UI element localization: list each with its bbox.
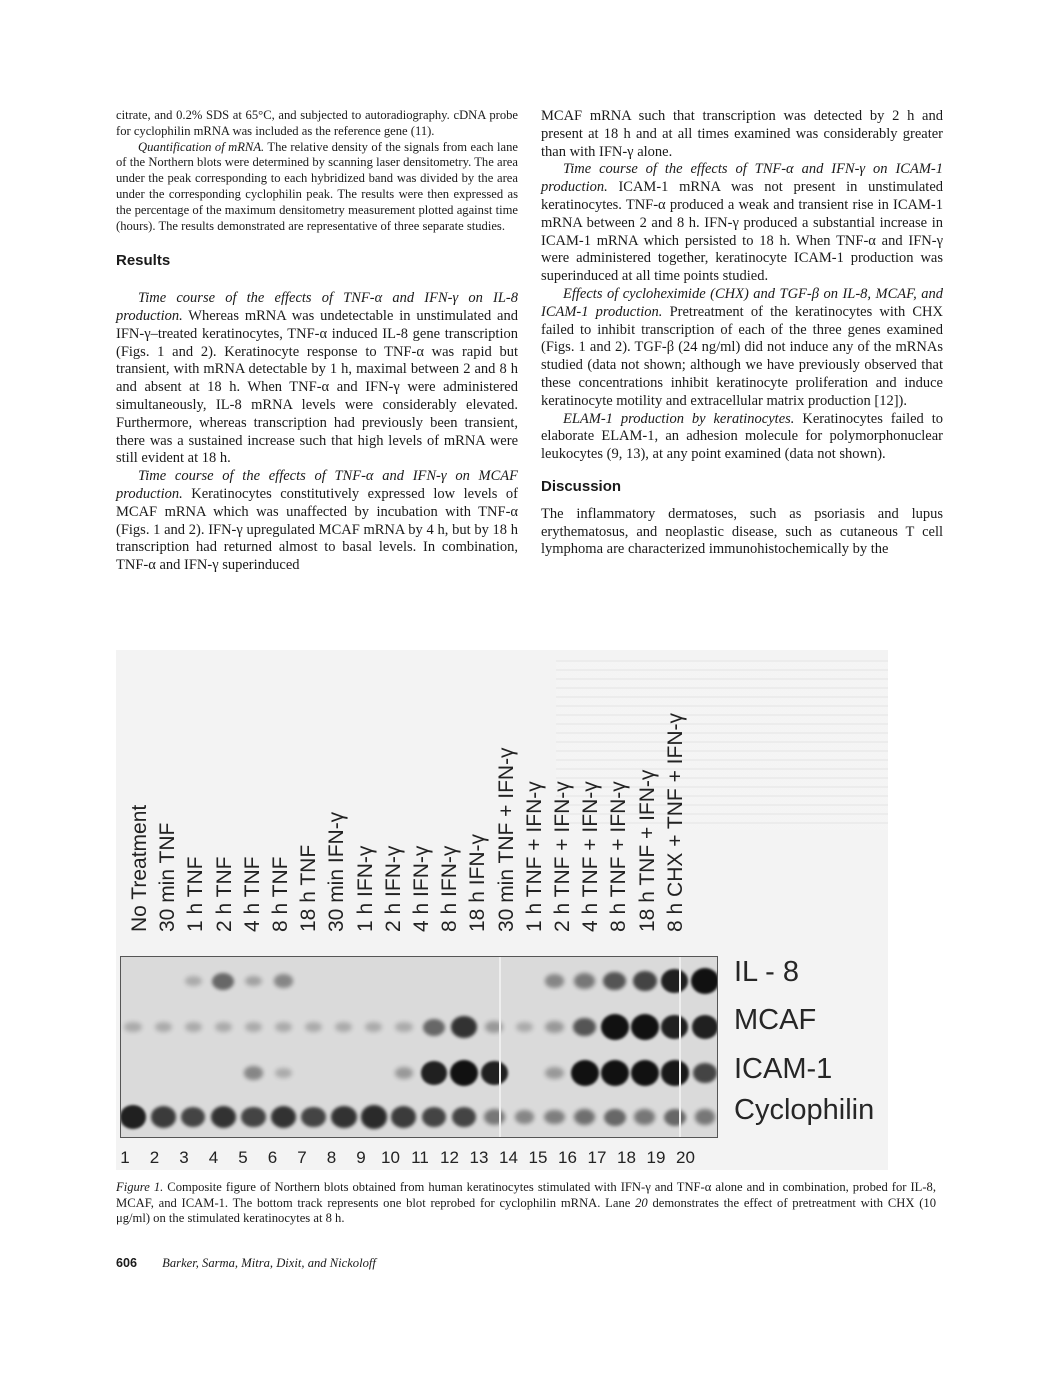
lane-label: 8 h CHX + TNF + IFN-γ: [663, 713, 687, 932]
gene-label: IL - 8: [734, 956, 800, 988]
lane-label: 8 h IFN-γ: [438, 845, 462, 932]
lane-number: 14: [499, 1148, 518, 1167]
caption-label: Figure 1.: [116, 1180, 164, 1194]
blot-band: [631, 1014, 659, 1040]
blot-band: [124, 1022, 141, 1032]
lane-label: 4 h TNF + IFN-γ: [579, 781, 603, 932]
northern-blot-figure: [116, 650, 888, 1170]
blot-divider: [679, 957, 681, 1137]
blot-band: [450, 1060, 478, 1086]
lane-label: 18 h TNF + IFN-γ: [635, 769, 659, 932]
mcaf-text: Keratinocytes constitutively expressed low levels of MCAF mRNA which was unaffected by incubation with TNF-α (Figs. 1 and 2). IFN-γ upregulated MCAF mRNA by 4 h, but by 18 h transcription had returned almost to basal levels. In combination, TNF-α and IFN-γ superinduced: [116, 485, 518, 574]
blot-band: [423, 1019, 445, 1036]
lane-number: 13: [469, 1148, 489, 1167]
methods-section: [116, 108, 518, 234]
blot-band: [244, 1066, 264, 1079]
results-heading: Results: [116, 252, 171, 270]
page-number: 606: [116, 1256, 138, 1270]
footer-authors: Barker, Sarma, Mitra, Dixit, and Nickoloff: [162, 1256, 376, 1270]
lane-label: 2 h IFN-γ: [381, 845, 405, 932]
left-column: [116, 108, 518, 575]
blot-band: [604, 1109, 626, 1126]
blot-band: [185, 1022, 202, 1032]
lane-label: 8 h TNF: [269, 856, 292, 932]
mcaf-paragraph: [116, 468, 518, 575]
blot-band: [574, 1109, 595, 1125]
blot-band: [275, 1068, 292, 1078]
lane-label: 2 h TNF + IFN-γ: [551, 781, 574, 932]
lane-number: 2: [149, 1148, 160, 1167]
blot-band: [274, 974, 294, 987]
chx-title: Effects of cycloheximide (CHX) and TGF-β on IL-8, MCAF, and ICAM-1 production.: [541, 285, 943, 320]
page-footer: [116, 1256, 376, 1271]
blot-track: [121, 1097, 717, 1137]
lane-number: 16: [558, 1148, 577, 1167]
blot-band: [515, 1110, 535, 1123]
blot-band: [421, 1061, 448, 1085]
figure-caption: [116, 1180, 936, 1227]
blot-band: [395, 1022, 412, 1032]
blot-band: [545, 974, 565, 987]
blot-band: [695, 1109, 716, 1124]
lane-number: 20: [676, 1148, 695, 1167]
blot-band: [574, 973, 595, 988]
blot-band: [601, 1014, 629, 1040]
icam-paragraph: [541, 161, 943, 286]
gene-label: MCAF: [734, 1004, 817, 1036]
lane-label: 2 h TNF: [212, 856, 236, 932]
lane-label: 1 h TNF: [184, 856, 208, 932]
lane-number: 15: [528, 1148, 548, 1167]
blot-band: [633, 971, 657, 992]
lane-number: 19: [646, 1148, 666, 1167]
blot-band: [545, 1021, 563, 1033]
blot-band: [631, 1060, 659, 1086]
blot-band: [603, 972, 626, 991]
lane-number: 17: [587, 1148, 607, 1167]
blot-band: [516, 1022, 533, 1032]
lane-label: 8 h TNF + IFN-γ: [607, 781, 631, 932]
caption-text-1: Composite figure of Northern blots obtained from human keratinocytes stimulated with IFN-γ and TNF-α alone and in combination, probed for IL-8, MCAF, and ICAM-1. The bottom track represents one blot reprobed for cyclophilin mRNA. Lane: [116, 1180, 937, 1210]
blot-band: [693, 1063, 717, 1084]
il8-paragraph: [116, 290, 518, 468]
blot-divider: [499, 957, 501, 1137]
blot-band: [544, 1110, 564, 1124]
blot-band: [301, 1107, 325, 1128]
lane-label: 1 h TNF + IFN-γ: [522, 781, 546, 932]
blot-band: [692, 1015, 718, 1039]
gene-label: ICAM-1: [734, 1053, 833, 1085]
right-column: [541, 108, 943, 559]
elam-text: Keratinocytes failed to elaborate ELAM-1, an adhesion molecule for polymorphonuclear leukocytes (9, 13), at any point examined (data not shown).: [541, 410, 943, 463]
mcaf-title: Time course of the effects of TNF-α and IFN-γ on MCAF production.: [116, 468, 518, 502]
lane-number: 12: [440, 1148, 459, 1167]
icam-title: Time course of the effects of TNF-α and IFN-γ on ICAM-1 production.: [541, 161, 943, 196]
blot-band: [331, 1106, 357, 1128]
blot-band: [545, 1067, 563, 1079]
lane-number: 7: [297, 1148, 307, 1167]
lane-number: 1: [120, 1148, 130, 1167]
blot-band: [664, 1109, 686, 1126]
blot-band: [241, 1107, 265, 1128]
icam-text: ICAM-1 mRNA was not present in unstimulated keratinocytes. TNF-α produced a weak and transient rise in ICAM-1 mRNA between 2 and 8 h. IFN-γ produced a substantial increase in ICAM-1 mRNA which persisted to 18 h. When TNF-α and IFN-γ were administered together, keratinocyte ICAM-1 production was superinduced at all time points studied.: [541, 179, 943, 285]
lane-number: 9: [356, 1148, 366, 1167]
blot-image: [120, 956, 718, 1138]
blot-band: [391, 1106, 416, 1128]
blot-band: [305, 1022, 322, 1032]
quantification-paragraph: [116, 140, 518, 235]
lane-label: 30 min TNF: [156, 822, 180, 932]
blot-band: [212, 973, 234, 990]
blot-band: [601, 1060, 629, 1086]
lane-label: 18 h IFN-γ: [466, 833, 490, 932]
blot-band: [361, 1105, 387, 1128]
elam-title: ELAM-1 production by keratinocytes.: [563, 410, 795, 427]
gene-label: Cyclophilin: [734, 1094, 875, 1126]
blot-band: [395, 1067, 413, 1079]
il8-title: Time course of the effects of TNF-α and IFN-γ on IL-8 production.: [116, 290, 518, 324]
caption-text-2: demonstrates the effect of pretreatment with CHX (10 μg/ml) on the stimulated keratinocytes at 8 h.: [116, 1195, 936, 1225]
lane-number: 18: [617, 1148, 636, 1167]
blot-band: [661, 969, 688, 993]
lane-number: 3: [179, 1148, 189, 1167]
blot-band: [571, 1060, 599, 1086]
lane-label: 4 h IFN-γ: [410, 845, 433, 932]
blot-band: [481, 1061, 508, 1085]
blot-band: [451, 1016, 477, 1038]
methods-end-paragraph: citrate, and 0.2% SDS at 65°C, and subjected to autoradiography. cDNA probe for cyclophilin mRNA was included as the reference gene (11).: [116, 108, 518, 138]
lane-number: 8: [326, 1148, 337, 1167]
quantification-title: Quantification of mRNA.: [138, 139, 265, 154]
blot-band: [484, 1109, 505, 1124]
blot-band: [155, 1022, 172, 1032]
lane-label: 1 h IFN-γ: [353, 845, 377, 932]
blot-band: [185, 976, 202, 986]
lane-number: 10: [381, 1148, 400, 1167]
blot-track: [121, 961, 717, 1001]
lane-label: 18 h TNF: [297, 844, 321, 932]
lane-number: 5: [238, 1148, 248, 1167]
blot-band: [211, 1106, 237, 1128]
lane-number: 4: [208, 1148, 219, 1167]
blot-band: [245, 976, 263, 987]
blot-band: [661, 1060, 688, 1085]
lane-label: 30 min IFN-γ: [325, 811, 349, 932]
blot-band: [634, 1109, 655, 1124]
discussion-paragraph: The inflammatory dermatoses, such as psoriasis and lupus erythematosus, and neoplastic disease, such as cutaneous T cell lymphoma are characterized immunohistochemically by the: [541, 505, 943, 558]
caption-lane-ref: 20: [635, 1195, 648, 1210]
blot-band: [365, 1022, 382, 1032]
chx-text: Pretreatment of the keratinocytes with CHX failed to inhibit transcription of each of the three genes examined (Figs. 1 and 2). TGF-β (24 ng/ml) did not induce any of the mRNAs studied (data not shown; although we have previously observed that these concentrations inhibit keratinocyte proliferation and induce keratinocyte motility and extracellular matrix production [12]).: [541, 303, 943, 409]
blot-band: [271, 1106, 297, 1128]
chx-paragraph: [541, 286, 943, 411]
blot-band: [181, 1107, 205, 1128]
blot-band: [691, 968, 718, 994]
blot-band: [120, 1105, 146, 1129]
blot-band: [452, 1107, 476, 1128]
lane-number: 6: [267, 1148, 278, 1167]
blot-band: [661, 1015, 688, 1039]
blot-band: [245, 1022, 262, 1032]
mcaf-continuation: MCAF mRNA such that transcription was detected by 2 h and present at 18 h and at all times examined was considerably greater than with IFN-γ alone.: [541, 108, 943, 160]
blot-track: [121, 1053, 717, 1093]
blot-band: [275, 1022, 292, 1032]
lane-label: 4 h TNF: [240, 856, 264, 932]
figure-bleedthrough: [556, 660, 888, 830]
il8-text: Whereas mRNA was undetectable in unstimulated and IFN-γ–treated keratinocytes, TNF-α induced IL-8 gene transcription (Figs. 1 and 2). Keratinocyte response to TNF-α was rapid but transient, with mRNA detectable by 1 h, maximal between 2 and 8 h and absent at 18 h. When TNF-α and IFN-γ were administered simultaneously, IL-8 mRNA levels were considerably elevated. Furthermore, whereas transcription had previously been transient, there was a sustained increase such that high levels of mRNA were still evident at 18 h.: [116, 307, 518, 467]
blot-band: [335, 1022, 352, 1032]
lane-label: No Treatment: [128, 804, 151, 932]
blot-band: [151, 1106, 176, 1128]
quantification-text: The relative density of the signals from each lane of the Northern blots were determined by scanning laser densitometry. The area under the peak corresponding to each hybridized band was divided by the area under the corresponding cyclophilin peak. The results were then expressed as the percentage of the maximum densitometry measurement plotted against time (hours). The results demonstrated are representative of three separate studies.: [116, 139, 518, 233]
elam-paragraph: [541, 411, 943, 464]
lane-number: 11: [411, 1148, 429, 1167]
discussion-heading: Discussion: [541, 477, 622, 495]
blot-band: [215, 1022, 232, 1032]
blot-track: [121, 1007, 717, 1047]
blot-band: [573, 1018, 596, 1037]
lane-label: 30 min TNF + IFN-γ: [494, 747, 518, 932]
blot-band: [422, 1107, 446, 1128]
